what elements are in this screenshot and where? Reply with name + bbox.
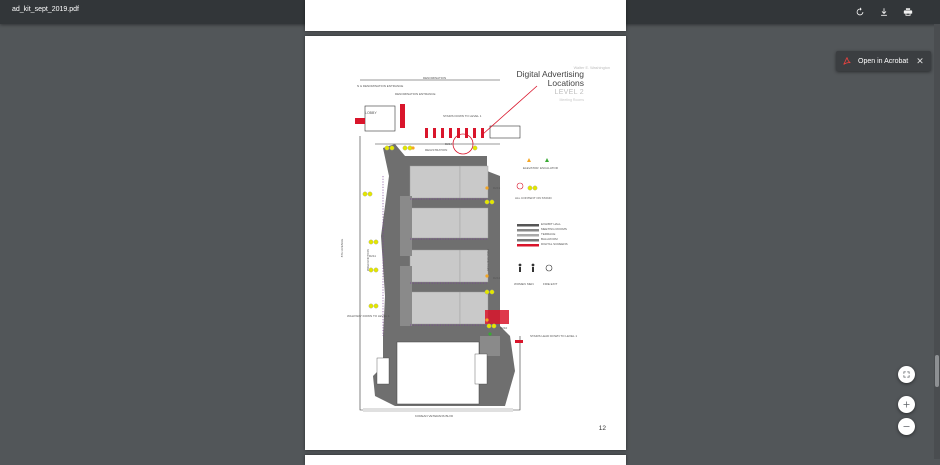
print-button[interactable]	[900, 4, 916, 20]
legend-women: WOMEN	[514, 282, 526, 286]
legend-item-3: BALLROOM	[541, 237, 558, 241]
legend-men: MEN	[527, 282, 534, 286]
map-title-line2: Locations	[547, 78, 584, 88]
room-d212-label: D212	[493, 276, 501, 280]
legend-escalator: ESCALATOR	[540, 166, 558, 170]
download-button[interactable]	[876, 4, 892, 20]
entrance-left-label: N & DENOMINATION ENTRANCE	[357, 84, 404, 88]
walkway-label: WALKWAY DOWN TO LEVEL 1	[347, 314, 390, 318]
document-title: ad_kit_sept_2019.pdf	[12, 6, 79, 13]
prefunction-left-label: PREFUNCTION	[365, 249, 370, 271]
room-d213-label: D213	[493, 186, 501, 190]
prefunction-right-label: PREFUNCTION	[485, 249, 490, 271]
lobby-label: LOBBY	[365, 111, 377, 115]
acrobat-logo-icon	[842, 56, 852, 66]
room-d214-label: D214	[445, 142, 453, 146]
fit-to-page-button[interactable]	[898, 366, 915, 383]
pdf-page-next	[305, 455, 626, 465]
zoom-out-icon	[902, 422, 911, 431]
legend-item-2: TERRACE	[541, 232, 556, 236]
entrance-right-label: DENOMINATION ENTRANCE	[395, 92, 436, 96]
scrollbar-thumb[interactable]	[935, 355, 939, 387]
zoom-in-button[interactable]	[898, 396, 915, 413]
map-level-note: Meeting Rooms	[559, 98, 584, 102]
legend-item-1: MEETING ROOMS	[541, 227, 567, 231]
room-d210-label: D210	[500, 326, 508, 330]
map-title-line1: Digital Advertising	[516, 69, 584, 79]
open-in-acrobat-label[interactable]: Open in Acrobat	[858, 57, 909, 65]
zoom-in-icon	[902, 400, 911, 409]
legend-item-0: EXHIBIT HALL	[541, 222, 561, 226]
legend-content-stand: ALL CONTENT ON STAND	[515, 196, 552, 200]
legend-item-4: DIGITAL SCREENS	[541, 242, 568, 246]
download-icon	[879, 7, 889, 17]
scrollbar-track[interactable]	[934, 24, 940, 459]
print-icon	[903, 7, 913, 17]
rotate-button[interactable]	[852, 4, 868, 20]
street-top-label: DENOMINATION	[423, 76, 447, 80]
rotate-icon	[855, 7, 865, 17]
pdf-page-previous	[305, 0, 626, 31]
pdf-page-number: 12	[598, 425, 606, 432]
open-in-acrobat-banner[interactable]	[836, 51, 931, 71]
close-icon[interactable]: ✕	[916, 55, 924, 66]
street-bottom-label: KOREAN VETERANS BLVD	[415, 414, 454, 418]
stairs-down-label: STAIRS DOWN TO LEVEL 1	[443, 114, 482, 118]
stairs-right-label: STAIRS LEAD DOWN TO LEVEL 1	[530, 334, 578, 338]
legend-elevator: ELEVATOR	[523, 166, 539, 170]
street-left-label: 8TH AVENUE	[340, 238, 345, 258]
map-subtitle: Walter E. Washington	[573, 66, 610, 70]
registration-label: REGISTRATION	[425, 148, 448, 152]
pdf-page-current	[305, 36, 626, 450]
room-d211-label: D211	[369, 254, 376, 258]
zoom-out-button[interactable]	[898, 418, 915, 435]
floor-plan	[305, 36, 626, 450]
fit-to-page-icon	[902, 370, 911, 379]
map-level: LEVEL 2	[554, 89, 584, 96]
legend-fire-exit: FIRE EXIT	[543, 282, 558, 286]
